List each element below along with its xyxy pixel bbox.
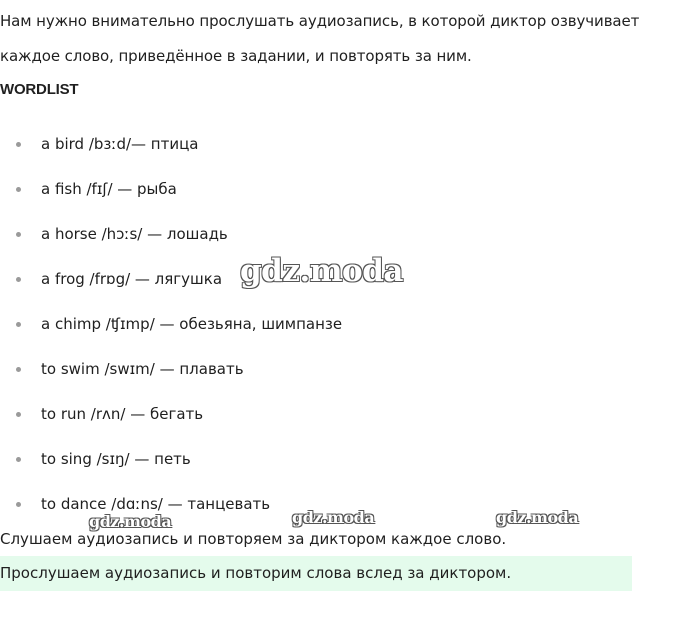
bullet-icon — [16, 367, 21, 372]
word-list — [0, 122, 342, 527]
list-item-text: a frog /frɒg/ — лягушка — [41, 270, 223, 288]
bullet-icon — [16, 457, 21, 462]
list-item — [0, 122, 342, 167]
bullet-icon — [16, 412, 21, 417]
watermark-logo: gdz.moda — [292, 508, 375, 527]
highlight-text: Прослушаем аудиозапись и повторим слова вслед за диктором. — [0, 564, 512, 582]
list-item-text: to swim /swɪm/ — плавать — [41, 360, 244, 378]
list-item-text: to sing /sɪŋ/ — петь — [41, 450, 191, 468]
list-item — [0, 302, 342, 347]
watermark-logo: gdz.moda — [89, 512, 172, 531]
list-item-text: a horse /hɔːs/ — лошадь — [41, 225, 228, 243]
after-list-text: Слушаем аудиозапись и повторяем за диктором каждое слово. — [0, 530, 507, 548]
wordlist-heading: WORDLIST — [0, 81, 79, 98]
bullet-icon — [16, 322, 21, 327]
watermark-logo: gdz.moda — [496, 508, 579, 527]
list-item-text: a fish /fɪʃ/ — рыба — [41, 180, 177, 198]
list-item-text: to dance /dɑːns/ — танцевать — [41, 495, 271, 513]
bullet-icon — [16, 277, 21, 282]
highlight-box — [0, 556, 632, 591]
bullet-icon — [16, 502, 21, 507]
bullet-icon — [16, 232, 21, 237]
intro-paragraph: Нам нужно внимательно прослушать аудиозапись, в которой диктор озвучивает каждое слово, приведённое в задании, и повторять за ним. — [0, 12, 640, 65]
list-item — [0, 212, 342, 257]
list-item — [0, 347, 342, 392]
list-item-text: a bird /bɜːd/— птица — [41, 135, 199, 153]
watermark-logo: gdz.moda — [240, 253, 403, 289]
bullet-icon — [16, 187, 21, 192]
list-item — [0, 392, 342, 437]
list-item-text: to run /rʌn/ — бегать — [41, 405, 204, 423]
list-item — [0, 167, 342, 212]
bullet-icon — [16, 142, 21, 147]
list-item-text: a chimp /ʧɪmp/ — обезьяна, шимпанзе — [41, 315, 343, 333]
list-item — [0, 437, 342, 482]
